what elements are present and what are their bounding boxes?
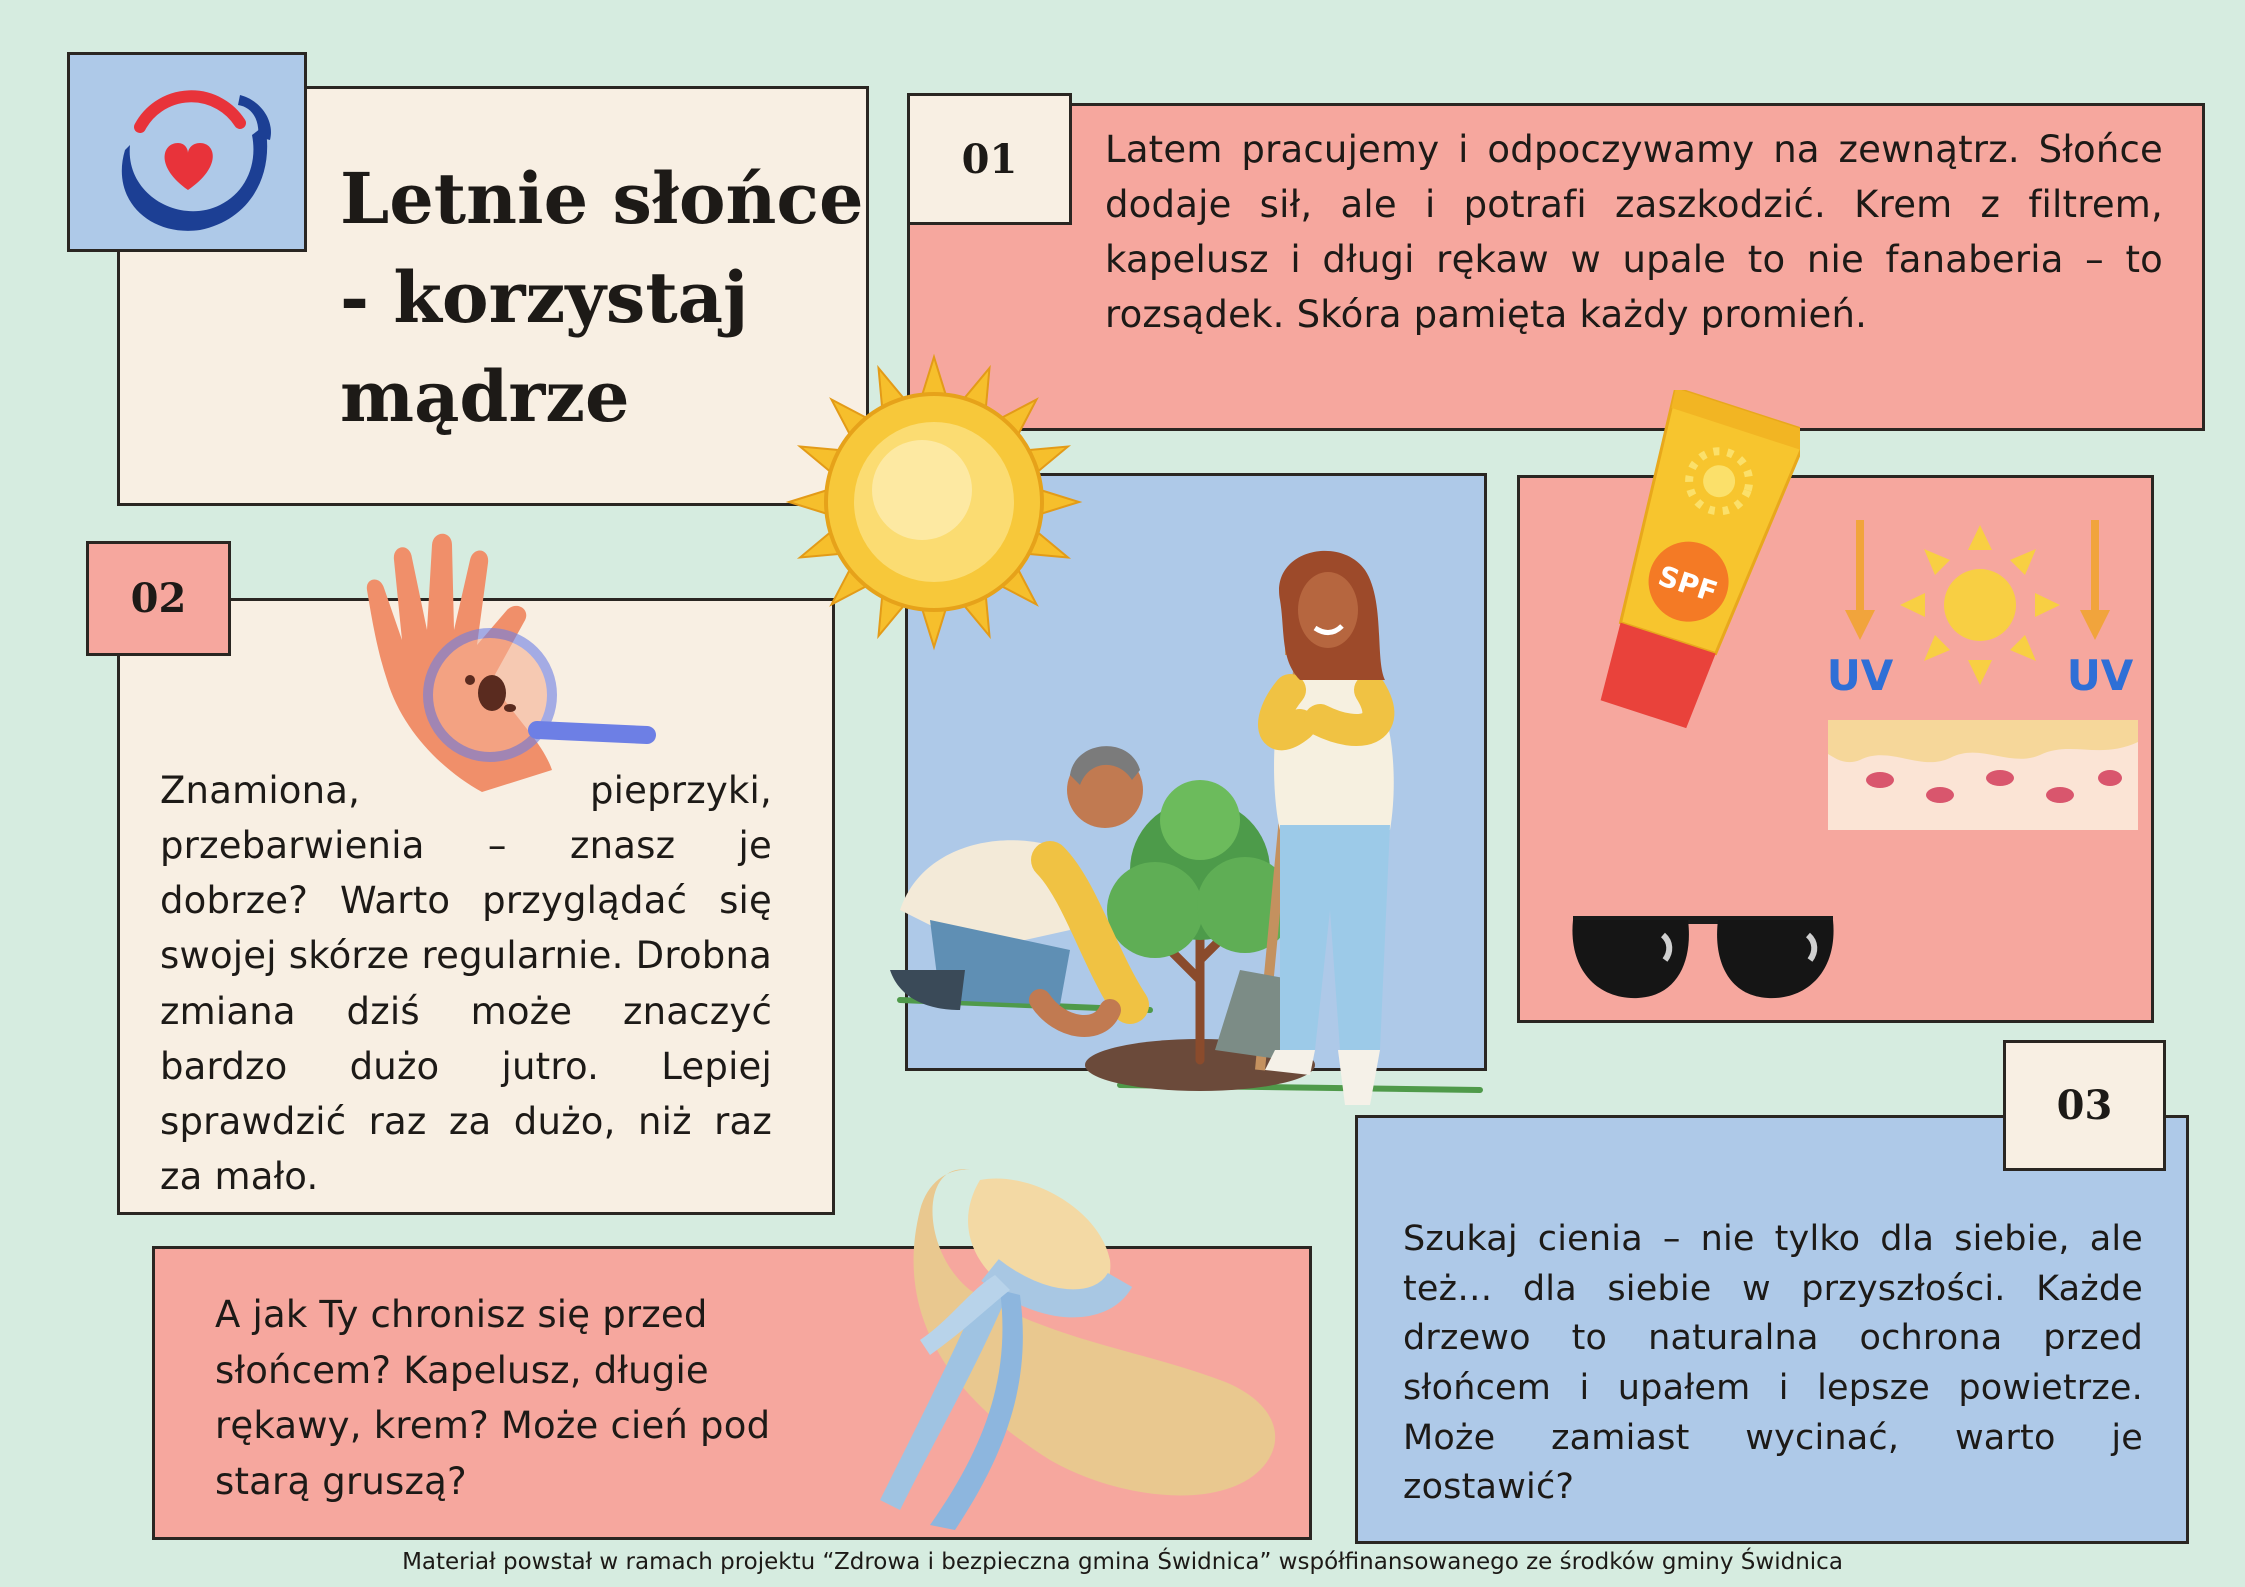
spf-label: SPF xyxy=(1654,559,1722,609)
sun-icon xyxy=(784,352,1084,652)
footer-credit: Materiał powstał w ramach projektu “Zdrowa i bezpieczna gmina Świdnica” współfinansowanego ze środków gminy Świdnica xyxy=(402,1549,1843,1575)
logo-box xyxy=(67,52,307,252)
hand-magnifier-icon xyxy=(332,530,662,800)
section-03-text: Szukaj cienia – nie tylko dla siebie, ale też… dla siebie w przyszłości. Każde drzewo to naturalna ochrona przed słońcem i upałem i lepsze powietrze. Może zamiast wycinać, warto je zostawić? xyxy=(1403,1219,2143,1508)
uv-skin-icon xyxy=(1820,510,2150,840)
section-01-number: 01 xyxy=(907,93,1072,225)
title-line-3: mądrze xyxy=(340,355,630,438)
heart-hands-logo-icon xyxy=(70,55,304,249)
section-01-box xyxy=(907,103,2205,431)
section-02-number: 02 xyxy=(86,541,231,656)
section-02-text: Znamiona, pieprzyki, przebarwienia – znasz je dobrze? Warto przyglądać się swojej skórze regularnie. Drobna zmiana dziś może znaczyć bardzo dużo jutro. Lepiej sprawdzić raz za dużo, niż raz za mało. xyxy=(160,769,772,1198)
straw-hat-icon xyxy=(820,1140,1290,1540)
sunglasses-icon xyxy=(1553,880,1853,1010)
section-03-number: 03 xyxy=(2003,1040,2166,1171)
uv-label-left: UV xyxy=(1826,651,1894,700)
question-text: A jak Ty chronisz się przed słońcem? Kapelusz, długie rękawy, krem? Może cień pod starą gruszą? xyxy=(215,1293,771,1503)
section-03-box xyxy=(1355,1115,2189,1544)
title-line-2: - korzystaj xyxy=(340,256,749,339)
section-01-text: Latem pracujemy i odpoczywamy na zewnątrz. Słońce dodaje sił, ale i potrafi zaszkodzić. Krem z filtrem, kapelusz i długi rękaw w upale to nie fanaberia – to rozsądek. Skóra pamięta każdy promień. xyxy=(1105,128,2163,337)
uv-label-right: UV xyxy=(2066,651,2134,700)
sunscreen-tube-icon xyxy=(1570,390,1800,750)
title-line-1: Letnie słońce xyxy=(340,157,864,240)
